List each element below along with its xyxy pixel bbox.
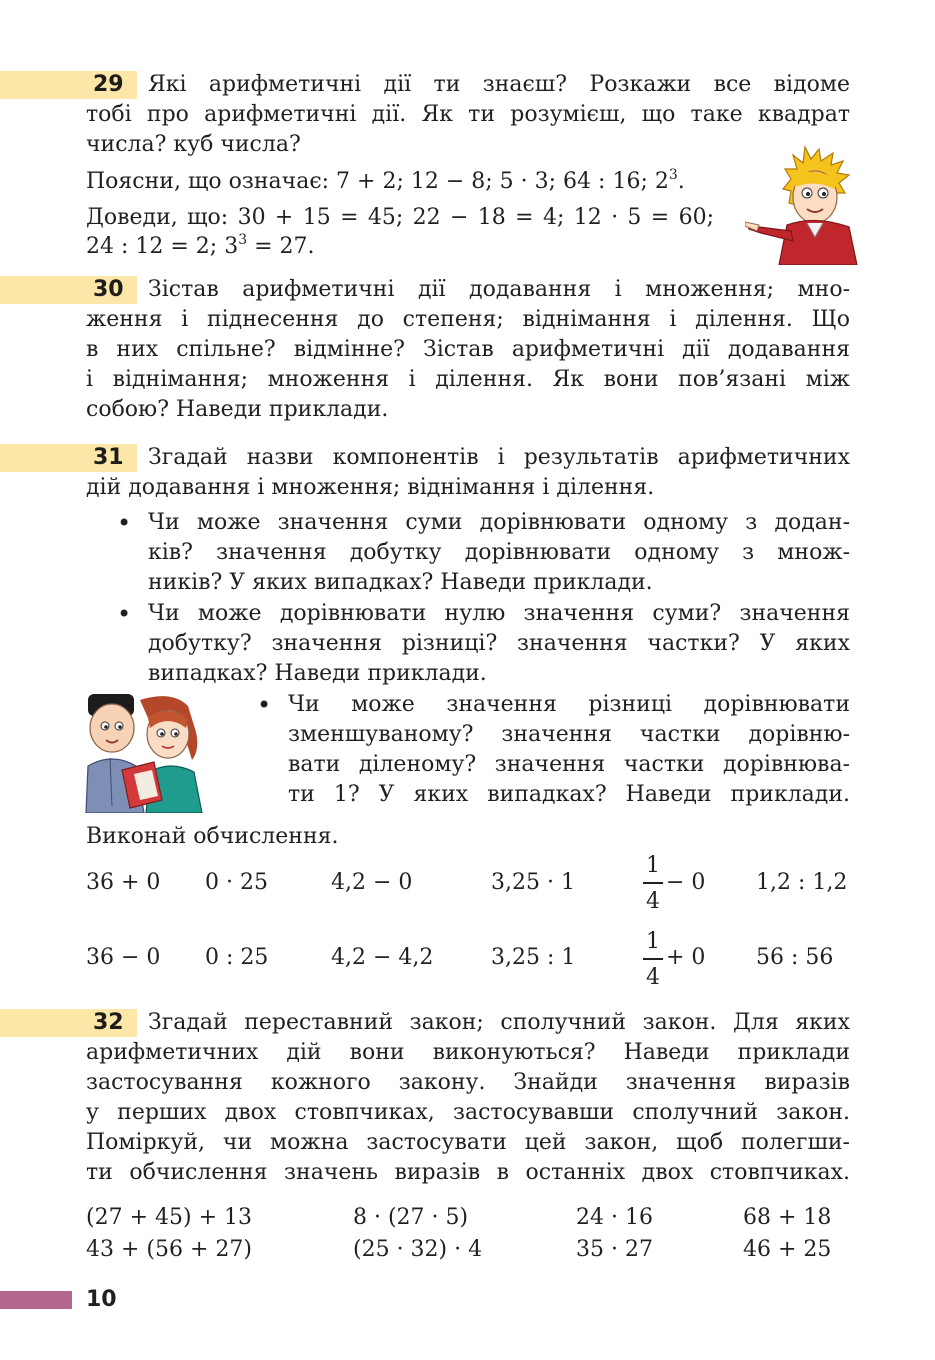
task-30-line-5: собою? Наведи приклади. bbox=[86, 397, 389, 422]
bullet-2-line-1: Чи може дорівнювати нулю значення суми? значення bbox=[148, 601, 850, 626]
expr-r1-c1: (27 + 45) + 13 bbox=[86, 1205, 252, 1230]
task-31-number: 31 bbox=[93, 445, 124, 470]
task-29-prove-line-2 bbox=[86, 232, 315, 262]
task-29-number: 29 bbox=[93, 72, 124, 97]
calc-r1-frac-den: 4 bbox=[646, 889, 660, 914]
page-number-bar bbox=[0, 1291, 72, 1309]
expr-r2-c1: 43 + (56 + 27) bbox=[86, 1237, 252, 1262]
calc-r2-c6: 56 : 56 bbox=[756, 945, 834, 970]
expr-r1-c2: 8 · (27 · 5) bbox=[353, 1205, 469, 1230]
task-30-line-1: Зістав арифметичні дії додавання і множення; мно- bbox=[148, 277, 850, 302]
boy-pointing-illustration bbox=[745, 145, 860, 265]
bullet-2-marker: • bbox=[117, 600, 132, 628]
task-30-line-3: в них спільне? відмінне? Зістав арифметичні дії додавання bbox=[86, 337, 850, 362]
task-30-line-2: ження і піднесення до степеня; віднімання і ділення. Що bbox=[86, 307, 850, 332]
calc-r1-c6: 1,2 : 1,2 bbox=[756, 870, 848, 895]
task-29-line-1: Які арифметичні дії ти знаєш? Розкажи все відоме bbox=[148, 72, 850, 97]
task-32-line-4: у перших двох стовпчиках, застосувавши сполучний закон. bbox=[86, 1100, 850, 1125]
expr-r1-c3: 24 · 16 bbox=[576, 1205, 653, 1230]
task-29-prove-end: = 27. bbox=[247, 234, 315, 259]
bullet-1-line-3: ників? У яких випадках? Наведи приклади. bbox=[148, 570, 653, 595]
task-32-line-5: Поміркуй, чи можна застосувати цей закон, щоб полегши- bbox=[86, 1130, 850, 1155]
calc-r1-c3: 4,2 − 0 bbox=[331, 870, 413, 895]
calc-r2-c4: 3,25 : 1 bbox=[491, 945, 576, 970]
expr-r2-c2: (25 · 32) · 4 bbox=[353, 1237, 483, 1262]
calc-r2-frac-num: 1 bbox=[646, 929, 660, 954]
task-30-line-4: і віднімання; множення і ділення. Як вони пов’язані між bbox=[86, 367, 850, 392]
task-32-line-3: застосування кожного закону. Знайди значення виразів bbox=[86, 1070, 850, 1095]
task-29-line-2: тобі про арифметичні дії. Як ти розумієш, що таке квадрат bbox=[86, 102, 850, 127]
task-31-line-1: Згадай назви компонентів і результатів арифметичних bbox=[148, 445, 850, 470]
compute-label: Виконай обчислення. bbox=[86, 824, 339, 849]
task-29-explain bbox=[86, 167, 685, 197]
task-29-line-3: числа? куб числа? bbox=[86, 132, 301, 157]
task-29-prove-line-1: Доведи, що: 30 + 15 = 45; 22 − 18 = 4; 12 · 5 = 60; bbox=[86, 205, 714, 230]
task-30-number: 30 bbox=[93, 277, 124, 302]
task-29-explain-text: Поясни, що означає: 7 + 2; 12 − 8; 5 · 3; 64 : 16; 2 bbox=[86, 169, 669, 194]
calc-r1-c1: 36 + 0 bbox=[86, 870, 161, 895]
bullet-2-line-3: випадках? Наведи приклади. bbox=[148, 661, 487, 686]
bullet-3-line-1: Чи може значення різниці дорівнювати bbox=[288, 692, 850, 717]
bullet-3-line-2: зменшуваному? значення частки дорівню- bbox=[288, 722, 850, 747]
calc-r1-c4: 3,25 · 1 bbox=[491, 870, 575, 895]
task-32-line-1: Згадай переставний закон; сполучний закон. Для яких bbox=[148, 1010, 850, 1035]
expr-r1-c4: 68 + 18 bbox=[743, 1205, 832, 1230]
bullet-3-marker: • bbox=[257, 691, 272, 719]
calc-r1-c5: − 0 bbox=[666, 870, 706, 895]
calc-r2-c2: 0 : 25 bbox=[205, 945, 269, 970]
task-29-prove-text: 24 : 12 = 2; 3 bbox=[86, 234, 239, 259]
calc-r2-frac-den: 4 bbox=[646, 965, 660, 990]
expr-r2-c3: 35 · 27 bbox=[576, 1237, 653, 1262]
calc-r1-frac-num: 1 bbox=[646, 853, 660, 878]
bullet-2-line-2: добутку? значення різниці? значення частки? У яких bbox=[148, 631, 850, 656]
calc-r2-c3: 4,2 − 4,2 bbox=[331, 945, 434, 970]
bullet-1-line-1: Чи може значення суми дорівнювати одному з додан- bbox=[148, 510, 850, 535]
task-29-explain-end: . bbox=[677, 169, 685, 194]
page-number: 10 bbox=[86, 1287, 117, 1312]
calc-r1-frac-bar bbox=[643, 882, 663, 884]
expr-r2-c4: 46 + 25 bbox=[743, 1237, 832, 1262]
bullet-1-marker: • bbox=[117, 509, 132, 537]
calc-r1-c2: 0 · 25 bbox=[205, 870, 268, 895]
bullet-3-line-3: вати діленому? значення частки дорівнюва- bbox=[288, 752, 850, 777]
task-29-prove-exp: 3 bbox=[238, 232, 248, 248]
task-32-line-2: арифметичних дій вони виконуються? Наведи приклади bbox=[86, 1040, 850, 1065]
task-29-explain-exp: 3 bbox=[668, 167, 678, 183]
task-32-line-6: ти обчислення значень виразів в останніх двох стовпчиках. bbox=[86, 1160, 850, 1185]
calc-r2-frac-bar bbox=[643, 958, 663, 960]
bullet-1-line-2: ків? значення добутку дорівнювати одному з множ- bbox=[148, 540, 850, 565]
bullet-3-line-4: ти 1? У яких випадках? Наведи приклади. bbox=[288, 782, 850, 807]
calc-r2-c5: + 0 bbox=[666, 945, 706, 970]
task-32-number: 32 bbox=[93, 1010, 124, 1035]
calc-r2-c1: 36 − 0 bbox=[86, 945, 161, 970]
task-31-line-2: дій додавання і множення; віднімання і ділення. bbox=[86, 475, 655, 500]
children-reading-illustration bbox=[82, 688, 217, 813]
